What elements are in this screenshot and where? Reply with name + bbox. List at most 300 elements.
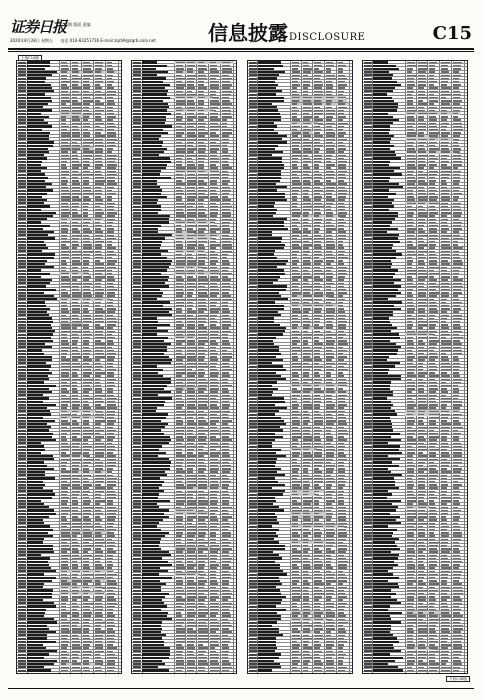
value-cell [303,257,311,258]
value-cell [303,609,310,610]
value-cell [441,113,447,114]
value-cell [222,334,228,335]
value-cell [222,545,229,546]
value-cell [107,78,112,79]
value-cell [210,359,218,360]
value-cell [198,507,206,508]
value-cell [61,401,70,402]
value-cell [95,593,104,594]
value-cell [95,622,105,623]
value-cell [326,481,335,482]
fund-code-cell [18,190,26,192]
value-cell [176,603,183,604]
value-cell [83,135,90,136]
value-cell [314,491,319,492]
value-cell [210,174,219,175]
value-cell [95,379,100,380]
value-cell [222,628,228,629]
value-cell [292,436,301,437]
value-cell [210,407,219,408]
fund-code-cell [18,218,26,220]
value-cell [198,622,206,623]
value-cell [429,167,434,168]
value-cell [303,375,309,376]
value-cell [326,222,331,223]
value-cell [418,107,424,108]
fund-code-cell [133,362,141,364]
value-cell [95,631,105,632]
value-cell [187,379,195,380]
fund-code-cell [18,78,26,80]
value-cell [292,340,300,341]
value-cell [338,529,346,530]
value-cell [187,161,192,162]
value-cell [314,539,321,540]
value-cell [210,583,217,584]
value-cell [176,398,182,399]
value-cell [314,379,322,380]
value-cell [176,126,182,127]
value-cell [292,292,301,293]
value-cell [176,375,182,376]
value-cell [107,513,116,514]
value-cell [198,244,204,245]
value-cell [72,126,78,127]
value-cell [176,247,183,248]
value-cell [187,142,194,143]
value-cell [61,545,69,546]
value-cell [187,279,196,280]
value-cell [83,71,93,72]
fund-code-cell [249,385,257,387]
value-cell [198,471,203,472]
fund-code-cell [18,62,26,64]
value-cell [95,654,100,655]
value-cell [107,212,117,213]
value-cell [303,123,311,124]
value-cell [107,641,115,642]
value-cell [198,270,204,271]
value-cell [198,519,205,520]
value-cell [292,321,301,322]
value-cell [338,471,346,472]
value-cell [326,462,332,463]
value-cell [72,196,79,197]
value-cell [72,622,79,623]
fund-code-cell [133,634,141,636]
value-cell [61,379,71,380]
value-cell [187,609,194,610]
value-cell [303,635,309,636]
value-cell [453,116,458,117]
value-cell [95,241,104,242]
fund-code-cell [18,330,26,332]
value-cell [61,225,69,226]
value-cell [326,225,335,226]
fund-code-cell [133,289,141,291]
value-cell [222,174,229,175]
fund-code-cell [133,145,141,147]
value-cell [210,81,218,82]
value-cell [95,231,103,232]
value-cell [61,244,66,245]
value-cell [292,295,298,296]
value-cell [314,497,322,498]
value-cell [303,596,309,597]
value-cell [107,455,116,456]
value-cell [187,523,192,524]
fund-code-cell [133,84,141,86]
value-cell [338,126,345,127]
fund-code-cell [133,174,141,176]
fund-code-cell [249,193,257,195]
value-cell [187,481,196,482]
value-cell [210,526,216,527]
fund-code-cell [133,302,141,304]
fund-code-cell [133,270,141,272]
fund-code-cell [133,209,141,211]
value-cell [187,548,196,549]
value-cell [326,187,335,188]
value-cell [292,631,301,632]
value-cell [198,587,204,588]
value-cell [314,302,320,303]
value-cell [198,596,206,597]
value-cell [61,318,70,319]
value-cell [441,164,447,165]
fund-code-cell [18,430,26,432]
value-cell [198,151,205,152]
value-cell [292,225,298,226]
value-cell [210,487,218,488]
value-cell [441,65,448,66]
value-cell [61,219,67,220]
value-cell [314,513,320,514]
value-cell [303,583,310,584]
value-cell [176,311,181,312]
value-cell [407,103,413,104]
value-cell [222,123,227,124]
value-cell [210,279,219,280]
value-cell [441,87,451,88]
value-cell [176,507,181,508]
value-cell [61,113,69,114]
value-cell [198,526,207,527]
fund-code-cell [18,231,26,233]
value-cell [187,567,194,568]
value-cell [198,199,204,200]
value-cell [95,567,104,568]
value-cell [176,663,184,664]
value-cell [83,571,89,572]
value-cell [210,449,216,450]
value-cell [314,615,322,616]
value-cell [326,68,331,69]
value-cell [292,414,301,415]
value-cell [187,241,196,242]
value-cell [429,68,435,69]
value-cell [338,587,348,588]
fund-code-cell [249,609,257,611]
value-cell [95,129,103,130]
fund-code-cell [18,641,26,643]
fund-code-cell [133,196,141,198]
value-cell [303,475,310,476]
value-cell [187,615,194,616]
value-cell [418,145,424,146]
value-cell [292,206,298,207]
value-cell [210,625,219,626]
value-cell [72,558,82,559]
value-cell [61,606,66,607]
value-cell [83,132,90,133]
value-cell [292,273,300,274]
value-cell [326,180,331,181]
value-cell [61,503,67,504]
value-cell [187,414,196,415]
value-cell [303,350,313,351]
value-cell [72,75,78,76]
value-cell [187,619,194,620]
value-cell [107,398,117,399]
value-cell [198,257,207,258]
value-cell [210,411,220,412]
fund-code-cell [18,609,26,611]
value-cell [83,487,89,488]
value-cell [418,110,426,111]
value-cell [407,84,415,85]
value-cell [292,247,302,248]
value-cell [314,116,319,117]
value-cell [326,663,334,664]
value-cell [314,113,323,114]
fund-code-cell [133,282,141,284]
value-cell [72,305,80,306]
value-cell [418,148,425,149]
fund-code-cell [249,302,257,304]
value-cell [292,494,298,495]
fund-code-cell [249,353,257,355]
value-cell [210,443,218,444]
fund-code-cell [133,394,141,396]
value-cell [314,254,322,255]
value-cell [222,449,229,450]
value-cell [61,289,66,290]
value-cell [83,299,90,300]
value-cell [210,455,218,456]
value-cell [198,324,204,325]
value-cell [326,369,334,370]
value-cell [292,596,301,597]
value-cell [303,641,309,642]
fund-code-cell [18,106,26,108]
value-cell [210,219,216,220]
value-cell [314,375,321,376]
value-cell [95,439,101,440]
fund-code-cell [249,538,257,540]
value-cell [187,654,193,655]
fund-code-cell [133,622,141,624]
value-cell [453,65,461,66]
value-cell [210,331,219,332]
value-cell [314,529,321,530]
value-cell [187,628,193,629]
value-cell [210,465,218,466]
value-cell [326,423,335,424]
value-cell [83,391,89,392]
value-cell [314,97,322,98]
value-cell [95,238,101,239]
value-cell [72,308,80,309]
value-cell [187,337,193,338]
value-cell [210,276,218,277]
value-cell [107,379,116,380]
value-cell [210,615,216,616]
value-cell [314,462,324,463]
value-cell [303,411,309,412]
value-cell [83,247,92,248]
value-cell [210,513,215,514]
value-cell [83,68,91,69]
value-cell [303,215,308,216]
value-cell [83,337,90,338]
fund-code-cell [133,148,141,150]
value-cell [338,270,346,271]
value-cell [61,62,67,63]
fund-code-cell [18,196,26,198]
value-cell [72,116,79,117]
value-cell [83,395,89,396]
fund-code-cell [249,314,257,316]
value-cell [187,420,194,421]
fund-code-cell [18,442,26,444]
value-cell [222,564,229,565]
fund-code-cell [133,202,141,204]
value-cell [210,151,217,152]
fund-code-cell [249,542,257,544]
fund-code-cell [18,193,26,195]
value-cell [453,68,461,69]
value-cell [210,635,219,636]
fund-code-cell [18,206,26,208]
value-cell [95,641,102,642]
value-cell [83,158,90,159]
value-cell [95,71,101,72]
value-cell [176,471,184,472]
value-cell [107,196,112,197]
value-cell [314,324,319,325]
value-cell [176,334,182,335]
fund-code-cell [249,506,257,508]
value-cell [61,103,66,104]
value-cell [222,491,228,492]
fund-code-cell [249,273,257,275]
value-cell [61,193,71,194]
value-cell [176,587,181,588]
fund-code-cell [18,663,26,665]
value-cell [326,475,332,476]
value-cell [176,599,185,600]
value-cell [314,126,320,127]
fund-code-cell [133,558,141,560]
value-cell [222,177,228,178]
value-cell [83,177,89,178]
value-cell [83,619,90,620]
value-cell [61,609,66,610]
value-cell [95,315,103,316]
value-cell [198,222,205,223]
value-cell [187,171,196,172]
value-cell [338,62,344,63]
value-cell [61,612,71,613]
value-cell [222,107,230,108]
value-cell [407,94,412,95]
value-cell [107,462,116,463]
value-cell [61,308,68,309]
value-cell [72,81,79,82]
value-cell [95,247,102,248]
value-cell [303,78,312,79]
newspaper-logo: 证券日报 [10,18,67,36]
value-cell [303,107,311,108]
value-cell [338,244,344,245]
value-cell [198,62,204,63]
value-cell [222,385,232,386]
value-cell [303,270,308,271]
value-cell [187,587,195,588]
value-cell [326,526,334,527]
value-cell [326,84,333,85]
value-cell [303,183,311,184]
value-cell [292,491,297,492]
value-cell [338,462,344,463]
value-cell [441,62,450,63]
value-cell [326,647,332,648]
value-cell [303,228,308,229]
value-cell [107,203,115,204]
value-cell [222,171,228,172]
value-cell [326,443,331,444]
value-cell [303,263,311,264]
value-cell [83,295,92,296]
value-cell [314,606,321,607]
fund-code-cell [249,254,257,256]
value-cell [72,375,78,376]
value-cell [338,404,347,405]
value-cell [338,308,344,309]
value-cell [198,571,204,572]
value-cell [187,94,196,95]
value-cell [292,439,299,440]
value-cell [83,206,88,207]
value-cell [338,670,346,671]
value-cell [72,484,80,485]
value-cell [222,206,232,207]
value-cell [176,193,184,194]
value-cell [198,203,203,204]
fund-code-cell [18,260,26,262]
value-cell [72,452,82,453]
value-cell [222,555,228,556]
fund-code-cell [133,276,141,278]
value-cell [72,215,82,216]
value-cell [292,183,301,184]
value-cell [61,385,70,386]
value-cell [107,545,115,546]
value-cell [61,305,67,306]
fund-code-cell [18,65,26,67]
value-cell [95,667,101,668]
